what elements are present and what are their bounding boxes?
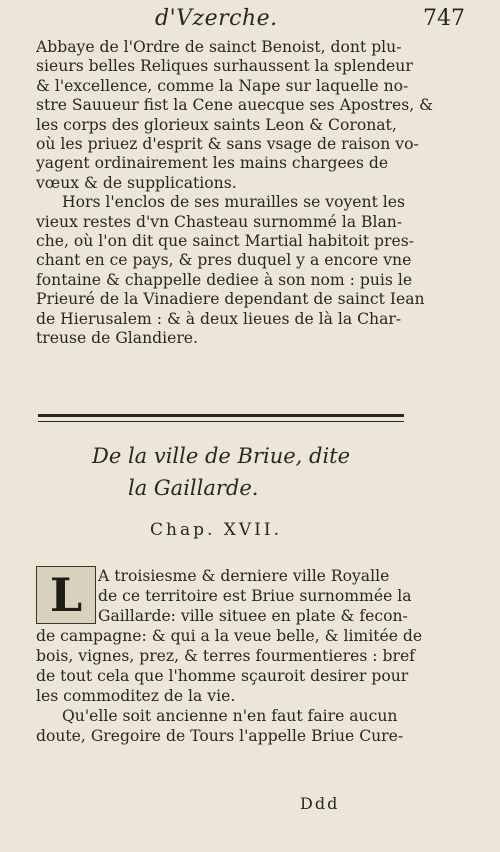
text-line: treuse de Glandiere. [36, 329, 198, 348]
text-line: yagent ordinairement les mains chargees de [36, 154, 389, 173]
running-title: d'Vzerche. [155, 6, 278, 31]
page-header [40, 6, 465, 36]
body-text [36, 38, 464, 349]
text-line: de campagne: & qui a la veue belle, & limitée de [36, 627, 423, 645]
chapter-label: Chap. XVII. [150, 520, 282, 540]
text-line: vœux & de supplications. [36, 173, 237, 192]
paragraph-1 [36, 38, 464, 193]
page-number: 747 [423, 6, 465, 31]
signature-mark: Ddd [300, 794, 340, 813]
text-line: chant en ce pays, & pres duquel y a encore vne [36, 251, 412, 270]
text-line: où les priuez d'esprit & sans vsage de raison vo- [36, 135, 419, 154]
text-line: stre Sauueur fist la Cene auecque ses Apostres, & [36, 96, 433, 115]
text-line: Qu'elle soit ancienne n'en faut faire aucun [62, 707, 398, 725]
text-line: Abbaye de l'Ordre de sainct Benoist, dont plu- [36, 38, 402, 56]
section-title-line: la Gaillarde. [128, 476, 259, 500]
text-line: Prieuré de la Vinadiere dependant de sainct Iean [36, 290, 425, 309]
text-line: de tout cela que l'homme sçauroit desirer pour [36, 667, 409, 685]
text-line: A troisiesme & derniere ville Royalle [98, 567, 390, 585]
section-title-line: De la ville de Briue, dite [92, 444, 351, 468]
chapter-text [36, 566, 464, 746]
text-line: de ce territoire est Briue surnommée la [98, 587, 412, 605]
paragraph-2 [36, 193, 464, 348]
section-divider [38, 414, 404, 422]
text-line: sieurs belles Reliques surhaussent la splendeur [36, 57, 413, 76]
text-line: bois, vignes, prez, & terres fourmentieres : bref [36, 647, 415, 665]
text-line: Gaillarde: ville situee en plate & fecon- [98, 607, 408, 625]
text-line: Hors l'enclos de ses murailles se voyent les [62, 193, 406, 212]
text-line: les commoditez de la vie. [36, 687, 236, 705]
text-line: de Hierusalem : & à deux lieues de là la Char- [36, 309, 402, 328]
section-title [92, 440, 412, 504]
text-line: fontaine & chappelle dediee à son nom : puis le [36, 270, 413, 289]
text-line: vieux restes d'vn Chasteau surnommé la Blan- [36, 212, 403, 231]
text-line: doute, Gregoire de Tours l'appelle Briue Cure- [36, 727, 404, 745]
text-line: & l'excellence, comme la Nape sur laquelle no- [36, 76, 409, 95]
text-line: les corps des glorieux saints Leon & Coronat, [36, 115, 397, 134]
drop-cap-initial: L [36, 566, 96, 624]
text-line: che, où l'on dit que sainct Martial habitoit pres- [36, 232, 414, 251]
